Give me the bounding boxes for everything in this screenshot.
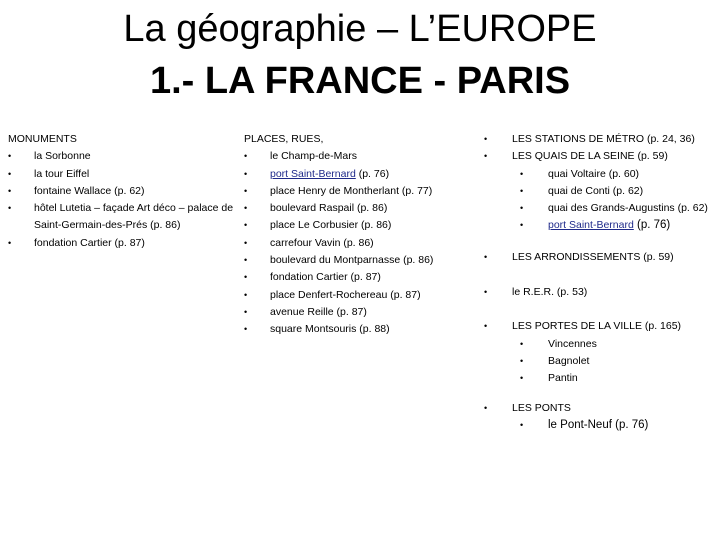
list-item: • Bagnolet (476, 353, 720, 370)
list-item: • place Le Corbusier (p. 86) (244, 217, 460, 234)
monuments-column (8, 131, 236, 252)
list-item: • hôtel Lutetia – façade Art déco – palace de Saint-Germain-des-Prés (p. 86) (8, 200, 236, 235)
list-item: • boulevard du Montparnasse (p. 86) (244, 252, 460, 269)
list-item: • Pantin (476, 370, 720, 387)
places-heading: PLACES, RUES, (244, 133, 324, 145)
list-item: • boulevard Raspail (p. 86) (244, 200, 460, 217)
portes-item: • LES PORTES DE LA VILLE (p. 165) (476, 318, 720, 335)
ponts-item: • LES PONTS (476, 400, 720, 417)
title-line-2: 1.- LA FRANCE - PARIS (149, 60, 571, 102)
list-item: • square Montsouris (p. 88) (244, 321, 460, 338)
list-item: • place Henry de Montherlant (p. 77) (244, 183, 460, 200)
monuments-heading: MONUMENTS (8, 133, 77, 145)
places-column (244, 131, 460, 339)
list-item: • le Champ-de-Mars (244, 148, 460, 165)
list-item: • quai Voltaire (p. 60) (476, 166, 720, 183)
list-item: • quai des Grands-Augustins (p. 62) (476, 200, 720, 217)
title-line-1: La géographie – L’EUROPE (123, 8, 597, 50)
right-column (476, 131, 720, 434)
list-item: • la Sorbonne (8, 148, 236, 165)
list-item: • le Pont-Neuf (p. 76) (476, 417, 720, 434)
list-item (244, 166, 460, 183)
port-saint-bernard-link-2[interactable]: port Saint-Bernard (548, 219, 634, 232)
list-item: • fontaine Wallace (p. 62) (8, 183, 236, 200)
metro-item: • LES STATIONS DE MÉTRO (p. 24, 36) (476, 131, 720, 148)
list-item: • quai de Conti (p. 62) (476, 183, 720, 200)
list-item: • avenue Reille (p. 87) (244, 304, 460, 321)
list-item: • la tour Eiffel (8, 166, 236, 183)
list-item (476, 217, 720, 234)
list-item: • fondation Cartier (p. 87) (8, 235, 236, 252)
quais-item: • LES QUAIS DE LA SEINE (p. 59) (476, 148, 720, 165)
list-item: • carrefour Vavin (p. 86) (244, 235, 460, 252)
arrondissements-item: • LES ARRONDISSEMENTS (p. 59) (476, 249, 720, 266)
list-item: • place Denfert-Rochereau (p. 87) (244, 287, 460, 304)
rer-item: • le R.E.R. (p. 53) (476, 284, 720, 301)
page-ref: (p. 76) (355, 167, 390, 180)
page-ref: (p. 76) (633, 219, 671, 232)
list-item: • fondation Cartier (p. 87) (244, 269, 460, 286)
list-item: • Vincennes (476, 336, 720, 353)
port-saint-bernard-link[interactable]: port Saint-Bernard (270, 167, 356, 180)
